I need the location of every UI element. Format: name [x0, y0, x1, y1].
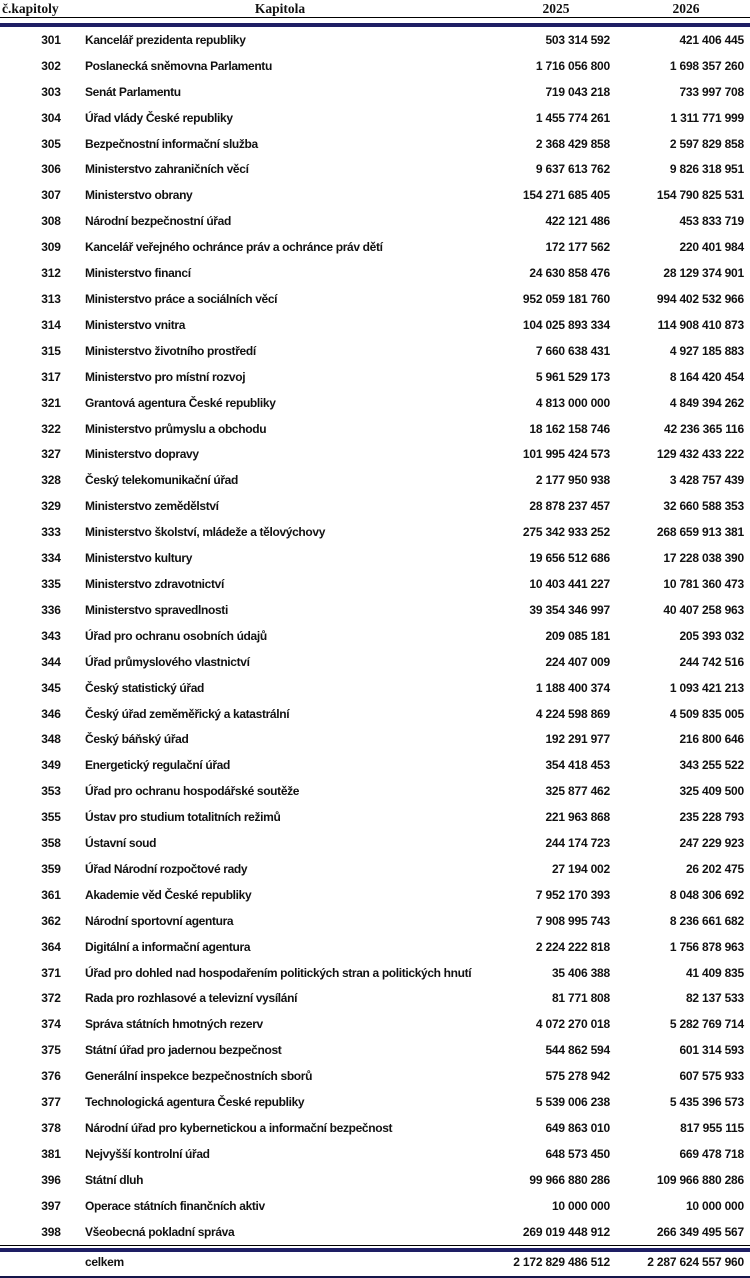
table-row — [0, 778, 750, 804]
table-row — [0, 1219, 750, 1245]
row-2025-value: 2 368 429 858 — [535, 136, 610, 151]
table-row — [0, 1167, 750, 1193]
row-chapter-name: Technologická agentura České republiky — [85, 1095, 305, 1110]
table-row — [0, 105, 750, 131]
row-2025-value: 4 224 598 869 — [535, 706, 610, 721]
row-chapter-name: Energetický regulační úřad — [85, 758, 230, 773]
total-2026-value: 2 287 624 557 960 — [647, 1255, 744, 1270]
row-chapter-name: Akademie věd České republiky — [85, 887, 252, 902]
row-chapter-number: 334 — [41, 551, 61, 566]
row-chapter-name: Český telekomunikační úřad — [85, 473, 238, 488]
row-2026-value: 129 432 433 222 — [656, 447, 744, 462]
row-2026-value: 40 407 258 963 — [663, 602, 744, 617]
row-2025-value: 10 000 000 — [551, 1198, 610, 1213]
row-chapter-number: 304 — [41, 110, 61, 125]
row-chapter-name: Úřad vlády České republiky — [85, 110, 233, 125]
row-2025-value: 7 952 170 393 — [535, 887, 610, 902]
row-chapter-name: Úřad průmyslového vlastnictví — [85, 654, 250, 669]
column-header-2025: 2025 — [542, 0, 570, 16]
row-2026-value: 114 908 410 873 — [657, 317, 744, 332]
row-2025-value: 544 862 594 — [545, 1043, 610, 1058]
row-2026-value: 1 756 878 963 — [669, 939, 744, 954]
row-chapter-number: 336 — [41, 602, 61, 617]
row-2025-value: 1 188 400 374 — [535, 680, 610, 695]
row-chapter-name: Český báňský úřad — [85, 732, 189, 747]
row-chapter-name: Kancelář veřejného ochránce práv a ochránce práv dětí — [85, 240, 383, 255]
row-chapter-number: 372 — [41, 991, 61, 1006]
row-2026-value: 669 478 718 — [679, 1146, 744, 1161]
row-chapter-number: 302 — [41, 58, 61, 73]
row-2026-value: 216 800 646 — [679, 732, 744, 747]
row-chapter-number: 378 — [41, 1121, 61, 1136]
row-2026-value: 4 509 835 005 — [669, 706, 744, 721]
row-2026-value: 205 393 032 — [679, 628, 744, 643]
row-chapter-name: Ministerstvo zdravotnictví — [85, 576, 224, 591]
row-chapter-number: 361 — [41, 887, 61, 902]
row-chapter-name: Ministerstvo vnitra — [85, 317, 186, 332]
row-chapter-number: 301 — [41, 32, 61, 47]
row-chapter-name: Úřad pro ochranu hospodářské soutěže — [85, 784, 300, 799]
row-2026-value: 247 229 923 — [679, 836, 744, 851]
row-2025-value: 154 271 685 405 — [522, 188, 610, 203]
row-2026-value: 733 997 708 — [679, 84, 744, 99]
row-2026-value: 82 137 533 — [685, 991, 744, 1006]
table-row — [0, 390, 750, 416]
row-2026-value: 1 698 357 260 — [669, 58, 744, 73]
table-row — [0, 1089, 750, 1115]
table-row — [0, 1063, 750, 1089]
row-2025-value: 19 656 512 686 — [529, 551, 610, 566]
row-chapter-number: 322 — [41, 421, 61, 436]
row-2025-value: 325 877 462 — [545, 784, 610, 799]
row-chapter-number: 362 — [41, 913, 61, 928]
row-chapter-number: 317 — [41, 369, 61, 384]
row-2026-value: 817 955 115 — [680, 1121, 744, 1136]
row-chapter-number: 327 — [41, 447, 61, 462]
row-2025-value: 5 539 006 238 — [535, 1095, 610, 1110]
row-2026-value: 235 228 793 — [679, 810, 744, 825]
row-chapter-name: Všeobecná pokladní správa — [85, 1224, 235, 1239]
table-row — [0, 234, 750, 260]
row-chapter-number: 308 — [41, 214, 61, 229]
table-row — [0, 623, 750, 649]
row-2025-value: 192 291 977 — [545, 732, 610, 747]
row-chapter-name: Generální inspekce bezpečnostních sborů — [85, 1069, 313, 1084]
table-row — [0, 1141, 750, 1167]
row-2026-value: 17 228 038 390 — [663, 551, 744, 566]
table-row — [0, 597, 750, 623]
row-chapter-name: Ministerstvo spravedlnosti — [85, 602, 228, 617]
row-2026-value: 1 311 771 999 — [670, 110, 744, 125]
row-chapter-name: Ústavní soud — [85, 836, 157, 851]
row-2026-value: 5 282 769 714 — [669, 1017, 744, 1032]
row-2025-value: 101 995 424 573 — [522, 447, 610, 462]
row-chapter-name: Státní úřad pro jadernou bezpečnost — [85, 1043, 282, 1058]
row-2026-value: 2 597 829 858 — [669, 136, 744, 151]
row-chapter-number: 333 — [41, 525, 61, 540]
row-2025-value: 269 019 448 912 — [522, 1224, 610, 1239]
row-2026-value: 343 255 522 — [679, 758, 744, 773]
row-chapter-name: Úřad pro dohled nad hospodařením politických stran a politických hnutí — [85, 965, 472, 980]
row-chapter-number: 346 — [41, 706, 61, 721]
row-chapter-name: Bezpečnostní informační služba — [85, 136, 258, 151]
row-2025-value: 244 174 723 — [545, 836, 610, 851]
row-2025-value: 2 177 950 938 — [535, 473, 610, 488]
row-chapter-name: Ministerstvo dopravy — [85, 447, 199, 462]
row-2026-value: 3 428 757 439 — [669, 473, 744, 488]
table-row — [0, 649, 750, 675]
row-2025-value: 172 177 562 — [545, 240, 610, 255]
table-row — [0, 53, 750, 79]
table-row — [0, 79, 750, 105]
row-2025-value: 9 637 613 762 — [535, 162, 610, 177]
table-row — [0, 908, 750, 934]
row-2025-value: 648 573 450 — [545, 1146, 610, 1161]
row-chapter-number: 353 — [41, 784, 61, 799]
row-2026-value: 601 314 593 — [679, 1043, 744, 1058]
row-chapter-number: 374 — [41, 1017, 61, 1032]
total-label: celkem — [85, 1255, 124, 1270]
row-2025-value: 24 630 858 476 — [529, 266, 610, 281]
row-chapter-name: Národní úřad pro kybernetickou a informační bezpečnost — [85, 1121, 393, 1136]
row-chapter-number: 381 — [41, 1146, 61, 1161]
table-row — [0, 312, 750, 338]
row-chapter-number: 315 — [41, 343, 61, 358]
row-chapter-name: Úřad Národní rozpočtové rady — [85, 861, 248, 876]
row-2026-value: 4 849 394 262 — [669, 395, 744, 410]
table-row — [0, 571, 750, 597]
total-row — [0, 1252, 750, 1273]
row-chapter-number: 364 — [41, 939, 61, 954]
table-row — [0, 442, 750, 468]
row-2026-value: 154 790 825 531 — [656, 188, 744, 203]
table-row — [0, 519, 750, 545]
row-2025-value: 503 314 592 — [545, 32, 610, 47]
table-row — [0, 1193, 750, 1219]
table-row — [0, 364, 750, 390]
row-2025-value: 99 966 880 286 — [529, 1172, 610, 1187]
table-row — [0, 416, 750, 442]
total-rule — [0, 1245, 750, 1252]
row-chapter-number: 305 — [41, 136, 61, 151]
row-chapter-name: Ministerstvo financí — [85, 266, 191, 281]
row-2026-value: 9 826 318 951 — [669, 162, 744, 177]
row-2026-value: 10 781 360 473 — [663, 576, 744, 591]
table-row — [0, 1037, 750, 1063]
row-chapter-number: 358 — [41, 836, 61, 851]
row-chapter-number: 398 — [41, 1224, 61, 1239]
row-chapter-name: Rada pro rozhlasové a televizní vysílání — [85, 991, 298, 1006]
row-chapter-name: Ministerstvo práce a sociálních věcí — [85, 292, 278, 307]
row-chapter-number: 343 — [41, 628, 61, 643]
row-chapter-name: Ministerstvo kultury — [85, 551, 193, 566]
row-chapter-number: 375 — [41, 1043, 61, 1058]
row-2025-value: 354 418 453 — [545, 758, 610, 773]
row-chapter-name: Grantová agentura České republiky — [85, 395, 276, 410]
row-chapter-number: 396 — [41, 1172, 61, 1187]
row-chapter-name: Ministerstvo obrany — [85, 188, 193, 203]
row-2026-value: 1 093 421 213 — [669, 680, 744, 695]
row-2026-value: 42 236 365 116 — [664, 421, 744, 436]
row-chapter-name: Ministerstvo průmyslu a obchodu — [85, 421, 267, 436]
row-2025-value: 7 908 995 743 — [535, 913, 610, 928]
row-chapter-number: 306 — [41, 162, 61, 177]
row-chapter-name: Poslanecká sněmovna Parlamentu — [85, 58, 272, 73]
table-row — [0, 804, 750, 830]
row-chapter-name: Ministerstvo školství, mládeže a tělovýchovy — [85, 525, 326, 540]
row-2026-value: 994 402 532 966 — [656, 292, 744, 307]
row-chapter-number: 335 — [41, 576, 61, 591]
row-2026-value: 41 409 835 — [685, 965, 744, 980]
row-2026-value: 26 202 475 — [685, 861, 744, 876]
row-chapter-number: 397 — [41, 1198, 61, 1213]
row-chapter-number: 348 — [41, 732, 61, 747]
row-2025-value: 4 072 270 018 — [535, 1017, 610, 1032]
row-chapter-name: Úřad pro ochranu osobních údajů — [85, 628, 267, 643]
row-2026-value: 5 435 396 573 — [669, 1095, 744, 1110]
row-chapter-name: Státní dluh — [85, 1172, 144, 1187]
row-chapter-name: Český úřad zeměměřický a katastrální — [85, 706, 290, 721]
row-2026-value: 607 575 933 — [679, 1069, 744, 1084]
row-2025-value: 104 025 893 334 — [522, 317, 610, 332]
row-2025-value: 81 771 808 — [551, 991, 610, 1006]
row-2025-value: 224 407 009 — [545, 654, 610, 669]
row-2026-value: 220 401 984 — [679, 240, 744, 255]
row-chapter-number: 359 — [41, 861, 61, 876]
row-chapter-name: Ministerstvo životního prostředí — [85, 343, 256, 358]
table-row — [0, 830, 750, 856]
row-2026-value: 268 659 913 381 — [656, 525, 744, 540]
row-2025-value: 28 878 237 457 — [529, 499, 610, 514]
row-chapter-number: 377 — [41, 1095, 61, 1110]
table-row — [0, 208, 750, 234]
row-chapter-name: Národní sportovní agentura — [85, 913, 234, 928]
row-2025-value: 1 455 774 261 — [535, 110, 610, 125]
table-row — [0, 701, 750, 727]
table-row — [0, 545, 750, 571]
table-row — [0, 338, 750, 364]
row-chapter-number: 344 — [41, 654, 61, 669]
row-chapter-name: Ústav pro studium totalitních režimů — [85, 810, 281, 825]
row-chapter-number: 371 — [41, 965, 61, 980]
row-chapter-number: 329 — [41, 499, 61, 514]
row-2025-value: 649 863 010 — [545, 1121, 610, 1136]
row-chapter-number: 309 — [41, 240, 61, 255]
column-header-chapter-number: č.kapitoly — [2, 0, 59, 16]
row-2025-value: 39 354 346 997 — [529, 602, 610, 617]
row-chapter-number: 349 — [41, 758, 61, 773]
table-row — [0, 986, 750, 1012]
total-2025-value: 2 172 829 486 512 — [513, 1255, 610, 1270]
header-rule — [0, 17, 750, 27]
row-2025-value: 4 813 000 000 — [535, 395, 610, 410]
row-chapter-name: Ministerstvo pro místní rozvoj — [85, 369, 246, 384]
row-chapter-name: Kancelář prezidenta republiky — [85, 32, 246, 47]
row-2026-value: 10 000 000 — [685, 1198, 744, 1213]
row-chapter-number: 376 — [41, 1069, 61, 1084]
row-chapter-number: 345 — [41, 680, 61, 695]
row-2026-value: 28 129 374 901 — [663, 266, 744, 281]
row-2026-value: 4 927 185 883 — [669, 343, 744, 358]
row-chapter-name: Správa státních hmotných rezerv — [85, 1017, 263, 1032]
row-2025-value: 221 963 868 — [545, 810, 610, 825]
row-2026-value: 8 048 306 692 — [669, 887, 744, 902]
row-2025-value: 2 224 222 818 — [535, 939, 610, 954]
table-row — [0, 286, 750, 312]
row-2025-value: 10 403 441 227 — [529, 576, 610, 591]
table-row — [0, 675, 750, 701]
row-2026-value: 109 966 880 286 — [656, 1172, 744, 1187]
row-2026-value: 421 406 445 — [679, 32, 744, 47]
row-2025-value: 422 121 486 — [545, 214, 610, 229]
row-2025-value: 18 162 158 746 — [529, 421, 610, 436]
table-row — [0, 752, 750, 778]
table-row — [0, 260, 750, 286]
table-row — [0, 182, 750, 208]
row-2026-value: 453 833 719 — [679, 214, 744, 229]
table-row — [0, 493, 750, 519]
row-2025-value: 209 085 181 — [545, 628, 610, 643]
row-chapter-number: 307 — [41, 188, 61, 203]
row-2026-value: 32 660 588 353 — [663, 499, 744, 514]
row-chapter-number: 328 — [41, 473, 61, 488]
row-2025-value: 35 406 388 — [551, 965, 610, 980]
row-2026-value: 8 164 420 454 — [669, 369, 744, 384]
table-row — [0, 856, 750, 882]
row-2026-value: 244 742 516 — [679, 654, 744, 669]
row-2025-value: 1 716 056 800 — [535, 58, 610, 73]
row-chapter-name: Nejvyšší kontrolní úřad — [85, 1146, 210, 1161]
row-chapter-number: 303 — [41, 84, 61, 99]
table-row — [0, 882, 750, 908]
row-2026-value: 8 236 661 682 — [669, 913, 744, 928]
row-2025-value: 719 043 218 — [545, 84, 610, 99]
table-row — [0, 726, 750, 752]
row-chapter-number: 312 — [41, 266, 61, 281]
row-chapter-name: Ministerstvo zemědělství — [85, 499, 219, 514]
table-header-row — [0, 0, 750, 17]
table-row — [0, 131, 750, 157]
row-chapter-name: Ministerstvo zahraničních věcí — [85, 162, 249, 177]
row-chapter-name: Operace státních finančních aktiv — [85, 1198, 265, 1213]
row-chapter-name: Senát Parlamentu — [85, 84, 181, 99]
table-row — [0, 27, 750, 53]
row-2025-value: 27 194 002 — [551, 861, 610, 876]
table-row — [0, 934, 750, 960]
table-row — [0, 157, 750, 183]
row-chapter-number: 313 — [41, 292, 61, 307]
row-chapter-name: Národní bezpečnostní úřad — [85, 214, 231, 229]
table-row — [0, 1115, 750, 1141]
table-row — [0, 1011, 750, 1037]
row-chapter-number: 321 — [41, 395, 61, 410]
row-2025-value: 275 342 933 252 — [522, 525, 610, 540]
row-2025-value: 952 059 181 760 — [522, 292, 610, 307]
row-chapter-number: 314 — [41, 317, 61, 332]
row-chapter-name: Český statistický úřad — [85, 680, 205, 695]
row-chapter-name: Digitální a informační agentura — [85, 939, 251, 954]
table-row — [0, 960, 750, 986]
table-body — [0, 27, 750, 1245]
row-2026-value: 266 349 495 567 — [656, 1224, 744, 1239]
column-header-2026: 2026 — [672, 0, 700, 16]
row-2026-value: 325 409 500 — [679, 784, 744, 799]
row-chapter-number: 355 — [41, 810, 61, 825]
row-2025-value: 7 660 638 431 — [535, 343, 610, 358]
table-row — [0, 467, 750, 493]
column-header-chapter-name: Kapitola — [254, 0, 306, 16]
row-2025-value: 575 278 942 — [545, 1069, 610, 1084]
row-2025-value: 5 961 529 173 — [535, 369, 610, 384]
